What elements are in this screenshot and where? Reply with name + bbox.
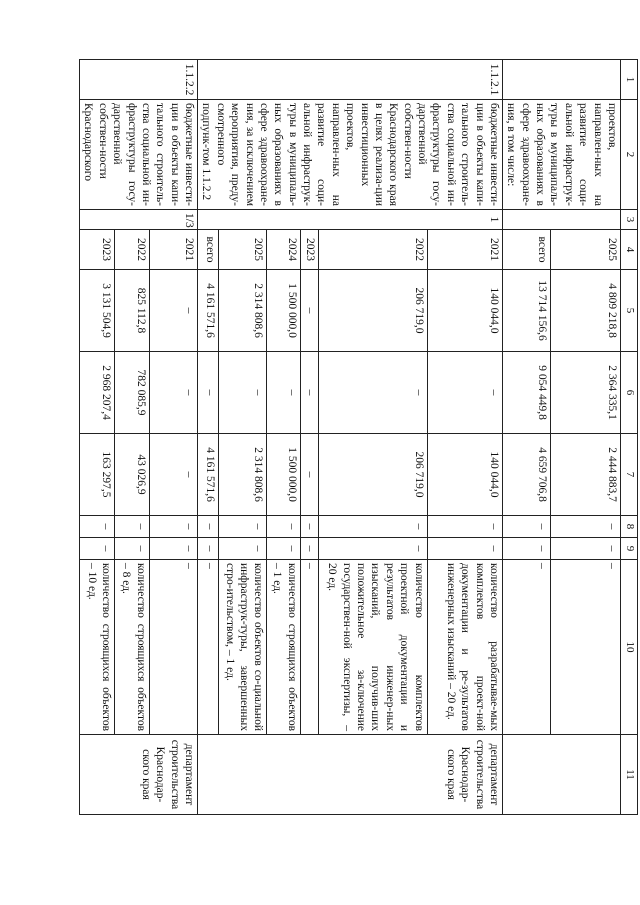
cell-c1 — [503, 60, 621, 100]
cell-c4: всего — [503, 230, 551, 270]
cell-c7: 43 026,9 — [114, 434, 149, 516]
cell-c10: количество комплектов проектной документации и результатов инженер-ных изысканий, получив-ших положительное за-ключение государствен-ной экспертизы, – 20 ед. — [318, 560, 427, 735]
cell-c6: – — [267, 352, 300, 434]
cell-c8: – — [219, 516, 267, 538]
cell-c8: – — [550, 516, 620, 538]
cell-c1: 1.1.2.2 — [80, 60, 198, 100]
cell-c7: 2 314 808,6 — [219, 434, 267, 516]
header-cell-8: 8 — [621, 516, 638, 538]
rotated-table-container — [82, 59, 638, 814]
cell-c11: департамент строительства Краснодар-ского края — [80, 735, 198, 815]
cell-c10: количество разрабатывае-мых комплектов проект-ной документации и ре-зультатов инженерных изысканий – 20 ед. — [427, 560, 502, 735]
cell-c7: 2 444 883,7 — [550, 434, 620, 516]
cell-c2: бюджетные инвести-ции в объекты капи-тального строитель-ства социальной ин-фраструктуры госу-дарственной собствен-ности Краснодарского — [80, 100, 198, 210]
cell-c7: – — [300, 434, 318, 516]
cell-c9: – — [427, 538, 502, 560]
cell-c10: количество строящихся объектов – 8 ед. — [114, 560, 149, 735]
cell-c8: – — [114, 516, 149, 538]
cell-c7: – — [149, 434, 197, 516]
cell-c6: 9 054 449,8 — [503, 352, 551, 434]
cell-c9: – — [267, 538, 300, 560]
cell-c9: – — [149, 538, 197, 560]
cell-c4: 2021 — [149, 230, 197, 270]
cell-c9: – — [80, 538, 115, 560]
cell-c5: 4 161 571,6 — [198, 270, 219, 352]
header-cell-3: 3 — [621, 210, 638, 230]
cell-c5: – — [149, 270, 197, 352]
cell-c5: 825 112,8 — [114, 270, 149, 352]
cell-c11: департамент строительства Краснодар-ского края — [198, 735, 503, 815]
table-row — [550, 60, 620, 815]
cell-c9: – — [318, 538, 427, 560]
cell-c5: – — [300, 270, 318, 352]
cell-c8: – — [318, 516, 427, 538]
cell-c7: 206 719,0 — [318, 434, 427, 516]
cell-c4: 2025 — [219, 230, 267, 270]
header-cell-10: 10 — [621, 560, 638, 735]
cell-c1: 1.1.2.1 — [198, 60, 503, 100]
cell-c9: – — [300, 538, 318, 560]
cell-c4: 2023 — [300, 230, 318, 270]
cell-c10: – — [300, 560, 318, 735]
cell-c9: – — [114, 538, 149, 560]
cell-c3: 1/3 — [80, 210, 198, 230]
cell-c8: – — [503, 516, 551, 538]
cell-c4: 2022 — [318, 230, 427, 270]
cell-c8: – — [300, 516, 318, 538]
cell-c6: – — [149, 352, 197, 434]
header-cell-5: 5 — [621, 270, 638, 352]
program-table — [79, 59, 638, 815]
cell-c8: – — [198, 516, 219, 538]
cell-c9: – — [503, 538, 551, 560]
cell-c6: – — [300, 352, 318, 434]
cell-c2: проектов, направлен-ных на развитие соци-альной инфраструк-туры в муниципаль-ных образованиях в сфере здравоохране-ния, в том числе: — [503, 100, 621, 210]
cell-c5: 206 719,0 — [318, 270, 427, 352]
cell-c10: – — [550, 560, 620, 735]
header-cell-7: 7 — [621, 434, 638, 516]
cell-c3 — [503, 210, 621, 230]
cell-c7: 1 500 000,0 — [267, 434, 300, 516]
cell-c4: 2023 — [80, 230, 115, 270]
table-row — [149, 60, 197, 815]
cell-c6: 2 968 207,4 — [80, 352, 115, 434]
header-cell-9: 9 — [621, 538, 638, 560]
cell-c10: количество строящихся объектов – 1 ед. — [267, 560, 300, 735]
cell-c5: 140 044,0 — [427, 270, 502, 352]
cell-c6: 782 085,9 — [114, 352, 149, 434]
cell-c5: 2 314 808,6 — [219, 270, 267, 352]
cell-c6: – — [427, 352, 502, 434]
cell-c10: количество строящихся объектов – 10 ед. — [80, 560, 115, 735]
cell-c7: 140 044,0 — [427, 434, 502, 516]
cell-c8: – — [80, 516, 115, 538]
cell-c6: – — [219, 352, 267, 434]
header-cell-4: 4 — [621, 230, 638, 270]
cell-c6: – — [198, 352, 219, 434]
cell-c7: 163 297,5 — [80, 434, 115, 516]
cell-c4: всего — [198, 230, 219, 270]
cell-c7: 4 659 706,8 — [503, 434, 551, 516]
cell-c4: 2025 — [550, 230, 620, 270]
cell-c3: 1 — [198, 210, 503, 230]
cell-c4: 2022 — [114, 230, 149, 270]
cell-c11 — [503, 735, 621, 815]
cell-c4: 2024 — [267, 230, 300, 270]
cell-c8: – — [267, 516, 300, 538]
cell-c9: – — [219, 538, 267, 560]
cell-c2: бюджетные инвести-ции в объекты капи-тального строитель-ства социальной ин-фраструктуры госу-дарственной собствен-ности Краснодарского края в целях реализа-ции инвестиционных проектов, направлен-ных на развитие соци-альной инфраструк-туры в муниципаль-ных образованиях в сфере здравоохране-ния, за исключением мероприятия, преду-смотренного подпунк-том 1.1.2.2 — [198, 100, 503, 210]
cell-c5: 13 714 156,6 — [503, 270, 551, 352]
cell-c9: – — [550, 538, 620, 560]
cell-c5: 4 809 218,8 — [550, 270, 620, 352]
cell-c6: – — [318, 352, 427, 434]
cell-c4: 2021 — [427, 230, 502, 270]
table-row — [427, 60, 502, 815]
header-cell-1: 1 — [621, 60, 638, 100]
cell-c9: – — [198, 538, 219, 560]
cell-c5: 3 131 504,9 — [80, 270, 115, 352]
cell-c5: 1 500 000,0 — [267, 270, 300, 352]
header-cell-6: 6 — [621, 352, 638, 434]
header-cell-11: 11 — [621, 735, 638, 815]
cell-c7: 4 161 571,6 — [198, 434, 219, 516]
cell-c10: – — [149, 560, 197, 735]
cell-c10: количество объектов со-циальной инфраструк-туры, завершенных стро-ительством, – 1 ед. — [219, 560, 267, 735]
cell-c10: – — [503, 560, 551, 735]
cell-c8: – — [149, 516, 197, 538]
cell-c10: – — [198, 560, 219, 735]
cell-c6: 2 364 335,1 — [550, 352, 620, 434]
header-cell-2: 2 — [621, 100, 638, 210]
cell-c8: – — [427, 516, 502, 538]
